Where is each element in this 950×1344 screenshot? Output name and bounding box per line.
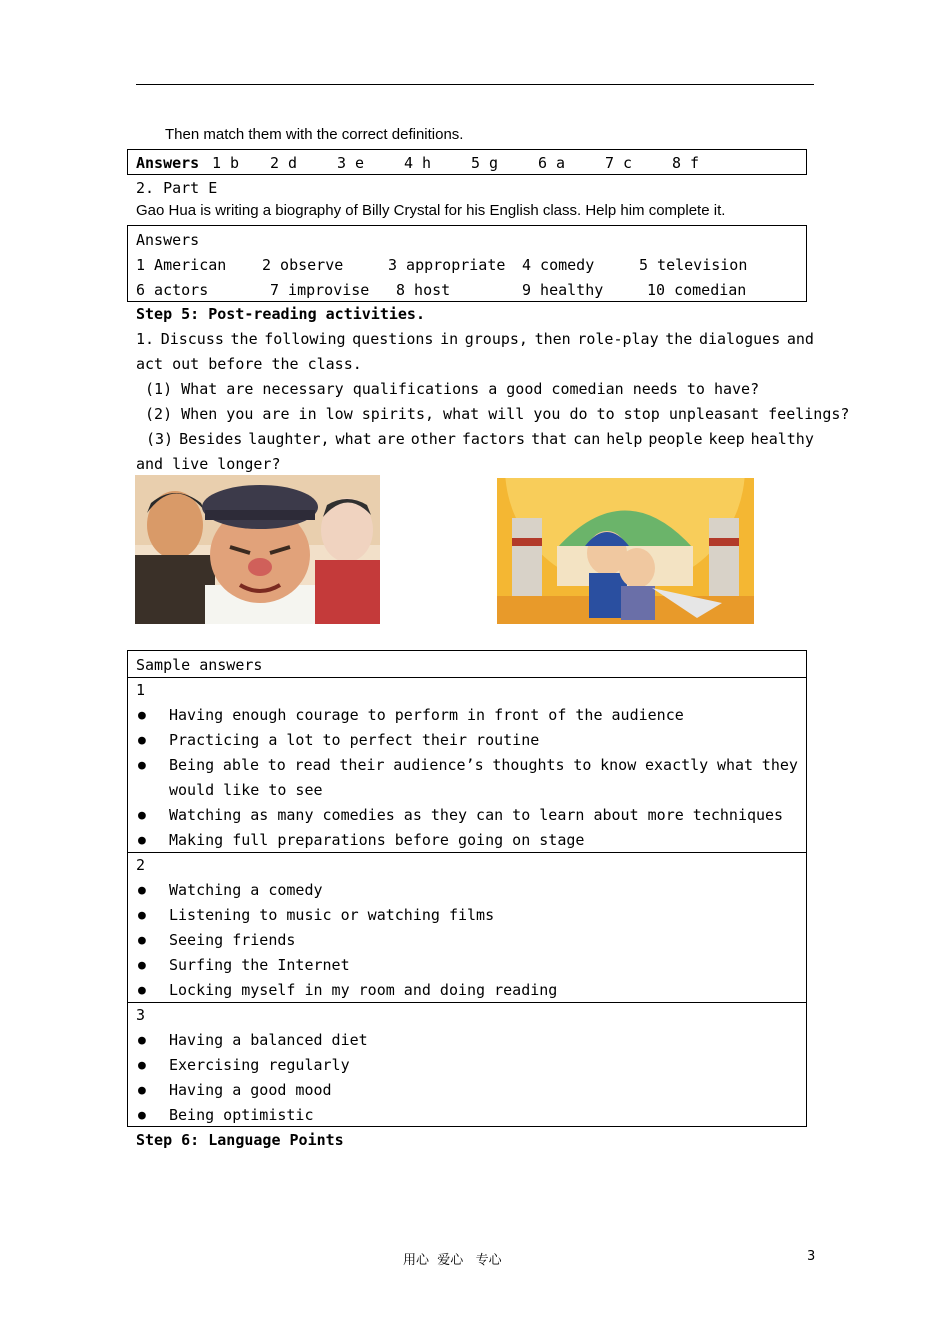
answer-item: 6 actors [136,281,209,299]
bullet: ● [138,1083,146,1098]
question-3-line1 [146,430,814,448]
bullet: ● [138,708,146,723]
word: can [573,430,601,448]
list-item: Having a balanced diet [169,1031,368,1049]
answer-item: 5 g [471,154,499,172]
cartoon-palace-duo-illustration [497,478,754,624]
word: read [294,756,331,774]
answer-item: 2 d [270,154,298,172]
bullet: ● [138,908,146,923]
footer-motto: 用心 爱心 专心 [403,1253,502,1268]
answer-item: 8 host [396,281,451,299]
step5-intro-line2: act out before the class. [136,355,362,373]
answer-item: 1 American [136,256,227,274]
word: other [410,430,456,448]
answer-item: 10 comedian [647,281,747,299]
answer-item: 4 comedy [522,256,595,274]
word: they [761,756,798,774]
answer-item: 3 e [337,154,365,172]
word: Discuss [160,330,224,348]
page-number: 3 [807,1249,816,1264]
answer-item: 2 observe [262,256,344,274]
list-item: Seeing friends [169,931,296,949]
word: audience’s [393,756,484,774]
word: people [648,430,703,448]
word: that [531,430,568,448]
match-instruction: Then match them with the correct definitions. [165,126,464,143]
answers-label: Answers [136,231,200,249]
answer-item: 4 h [404,154,432,172]
answers-label: Answers [136,154,200,172]
list-item-line1 [169,756,798,774]
word: laughter, [248,430,330,448]
part-e-instruction: Gao Hua is writing a biography of Billy Crystal for his English class. Help him complete it. [136,202,726,219]
bullet: ● [138,883,146,898]
sample-answers-label: Sample answers [136,656,263,674]
bullet: ● [138,1108,146,1123]
word: keep [708,430,745,448]
word: in [440,330,459,348]
word: factors [461,430,526,448]
list-item: Locking myself in my room and doing reading [169,981,558,999]
word: dialogues [698,330,781,348]
step5-intro-line1 [136,330,814,348]
list-item: Practicing a lot to perfect their routine [169,731,540,749]
list-item: Surfing the Internet [169,956,350,974]
word: what [335,430,372,448]
answers-box-1 [127,149,807,175]
answer-item: 3 appropriate [388,256,506,274]
step5-title: Step 5: Post-reading activities. [136,305,425,323]
word: to [573,756,592,774]
word: to [267,756,286,774]
bullet: ● [138,1058,146,1073]
list-item: Exercising regularly [169,1056,350,1074]
list-item: Watching as many comedies as they can to learn about more techniques [169,806,784,824]
answer-item: 8 f [672,154,700,172]
list-item: Being optimistic [169,1106,314,1124]
word: help [606,430,643,448]
list-item: Having enough courage to perform in front of the audience [169,706,684,724]
word: the [665,330,693,348]
word: are [377,430,405,448]
word: know [600,756,637,774]
word: thoughts [492,756,565,774]
list-item: Making full preparations before going on stage [169,831,585,849]
list-item: Listening to music or watching films [169,906,495,924]
part-e-heading: 2. Part E [136,179,218,197]
word: the [230,330,258,348]
step6-title: Step 6: Language Points [136,1131,344,1149]
answer-item: 1 b [212,154,240,172]
answers-box-2 [127,225,807,302]
question-1: (1) What are necessary qualifications a good comedian needs to have? [136,380,760,398]
word: Being [169,756,215,774]
word: 1. [136,330,155,348]
word: then [534,330,571,348]
bullet: ● [138,1033,146,1048]
word: role-play [577,330,659,348]
word: and [786,330,814,348]
word: what [716,756,754,774]
list-item: Having a good mood [169,1081,332,1099]
list-item-line2: would like to see [169,781,323,799]
word: (3) [146,430,174,448]
bullet: ● [138,833,146,848]
group-number: 1 [136,681,146,699]
table-divider [128,1002,806,1003]
word: healthy [750,430,814,448]
bullet: ● [138,983,146,998]
word: following [264,330,346,348]
bullet: ● [138,758,146,773]
table-divider [128,677,806,678]
group-number: 2 [136,856,146,874]
word: exactly [644,756,709,774]
bullet: ● [138,733,146,748]
question-2: (2) When you are in low spirits, what will you do to stop unpleasant feelings? [136,405,850,423]
answer-item: 5 television [639,256,748,274]
word: their [339,756,385,774]
list-item: Watching a comedy [169,881,323,899]
answer-item: 9 healthy [522,281,604,299]
question-3-line2: and live longer? [136,455,281,473]
answer-item: 6 a [538,154,566,172]
table-divider [128,852,806,853]
answer-item: 7 improvise [270,281,370,299]
cartoon-comedians-illustration [135,475,380,624]
bullet: ● [138,933,146,948]
word: able [222,756,260,774]
group-number: 3 [136,1006,146,1024]
header-rule [136,84,814,85]
sample-answers-table [127,650,807,1127]
word: groups, [464,330,528,348]
bullet: ● [138,808,146,823]
answer-item: 7 c [605,154,633,172]
bullet: ● [138,958,146,973]
word: questions [352,330,434,348]
word: Besides [179,430,243,448]
